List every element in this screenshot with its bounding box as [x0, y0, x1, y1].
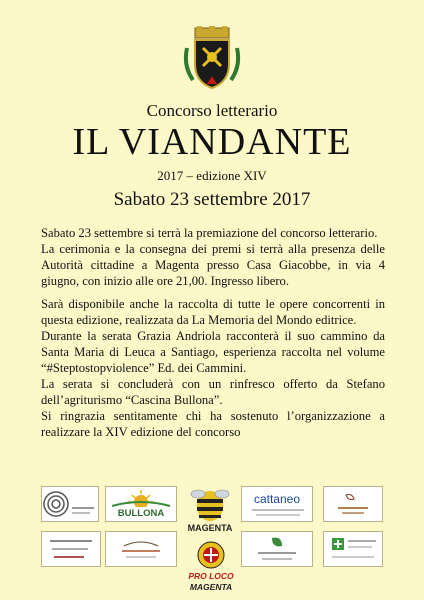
sun-icon: [106, 487, 176, 507]
cattaneo-name: cattaneo: [253, 492, 301, 506]
bullona-name: BULLONA: [117, 508, 165, 519]
sponsor-logo-proloco: [184, 540, 238, 598]
proloco-emblem-icon: [184, 540, 238, 570]
sponsor-logo-pharmacy: [241, 531, 313, 567]
sponsor-logo-bullona: [105, 486, 177, 522]
proloco-label: PRO LOCO: [188, 571, 234, 581]
paragraph: Sabato 23 settembre si terrà la premiazione del concorso letterario.: [41, 226, 378, 240]
sponsor-logo-shop: [105, 531, 177, 567]
leaf-logo-icon: [242, 532, 312, 566]
script-logo-icon: [324, 487, 382, 521]
script-logo-icon: [106, 532, 176, 566]
bee-icon: [186, 486, 234, 522]
proloco-city: MAGENTA: [189, 582, 233, 592]
edition-label: 2017 – edizione XIV: [157, 168, 267, 183]
municipal-crest-icon: [181, 26, 243, 90]
page-title: IL VIANDANTE: [72, 121, 352, 163]
announcement-text: [41, 225, 385, 440]
sponsor-logo-vineyard: [323, 486, 383, 522]
sponsor-logo-cattaneo: [241, 486, 313, 522]
sponsor-logo-stamp: [41, 531, 101, 567]
stamp-icon: [42, 532, 100, 566]
paragraph: Durante la serata Grazia Andriola racconterà il suo cammino da Santa Maria di Leuca a Santiago, esperienza raccolta nel volume “#Steptostopviolence” Ed. dei Cammini.: [41, 329, 385, 375]
maze-icon: [42, 487, 98, 521]
paragraph: La cerimonia e la consegna dei premi si terrà alla presenza delle Autorità cittadine a Magenta presso Casa Giacobbe, in via 4 giugno, con inizio alle ore 21,00. Ingresso libero.: [41, 242, 385, 288]
event-date: Sabato 23 settembre 2017: [113, 189, 311, 210]
cross-icon: [324, 532, 382, 566]
paragraph: La serata si concluderà con un rinfresco offerto da Stefano dell’agriturismo “Cascina Bullona”.: [41, 377, 385, 407]
sponsor-logo-magenta-bee: [186, 486, 234, 536]
magenta-name: MAGENTA: [187, 523, 233, 533]
sponsor-logo-archive: [41, 486, 99, 522]
sponsor-logo-cross: [323, 531, 383, 567]
paragraph: Si ringrazia sentitamente chi ha sostenuto l’organizzazione a realizzare la XIV edizione del concorso: [41, 409, 385, 439]
contest-label: Concorso letterario: [146, 101, 278, 120]
paragraph: Sarà disponibile anche la raccolta di tutte le opere concorrenti in questa edizione, realizzata da La Memoria del Mondo editrice.: [41, 297, 385, 327]
